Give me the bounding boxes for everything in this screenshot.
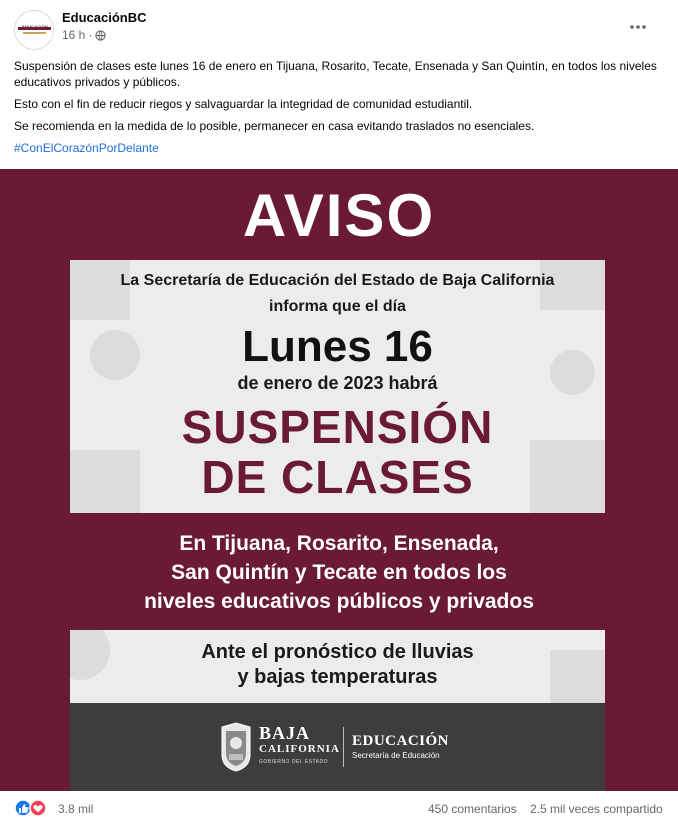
government-logo-bar [70,703,605,791]
reactions-icons[interactable] [14,799,54,817]
more-options-button[interactable] [623,12,653,42]
cities-line: niveles educativos públicos y privados [144,590,534,613]
cities-text [0,529,678,616]
post-meta [62,28,106,42]
forecast-text [70,640,605,690]
announcement-date: de enero de 2023 habrá [237,373,438,393]
state-logo-subtitle: CALIFORNIA [259,743,340,755]
cities-line: En Tijuana, Rosarito, Ensenada, [179,532,499,555]
logo-divider [343,727,344,767]
caption-paragraph: Se recomienda en la medida de lo posible, permanecer en casa evitando traslados no esenciales. [14,119,535,133]
page-avatar[interactable] [14,10,54,50]
forecast-box [70,630,605,703]
hashtag-link[interactable]: #ConElCorazónPorDelante [14,141,159,155]
poster-heading: AVISO [242,182,436,249]
cities-line: San Quintín y Tecate en todos los [171,561,507,584]
state-logo-title: BAJA [259,723,311,743]
post-caption [14,58,664,162]
announcement-line: La Secretaría de Educación del Estado de Baja California [120,272,555,289]
caption-paragraph: Suspensión de clases este lunes 16 de enero en Tijuana, Rosarito, Tecate, Ensenada y San Quintín, en todos los niveles educativos privados y públicos. [14,59,657,89]
avatar-accent [23,32,46,34]
post-footer [0,795,678,818]
post-time[interactable]: 16 h [62,28,86,42]
education-logo-subtitle: Secretaría de Educación [352,751,440,760]
education-logo-title: EDUCACIÓN [352,733,450,749]
page-name-link[interactable]: EducaciónBC [62,10,147,25]
forecast-line: y bajas temperaturas [237,666,438,688]
announcement-box [70,260,605,513]
more-dots-icon [630,25,646,29]
state-seal-icon [219,721,253,773]
meta-separator: · [88,28,93,42]
state-logo-small: GOBIERNO DEL ESTADO [259,759,328,765]
suspension-title: SUSPENSIÓN [181,401,494,453]
forecast-line: Ante el pronóstico de lluvias [201,641,474,663]
announcement-day: Lunes 16 [242,322,433,371]
post-header [0,0,678,56]
globe-icon [95,30,106,41]
post-image[interactable] [0,169,678,791]
suspension-title: DE CLASES [201,451,474,503]
shares-count[interactable]: 2.5 mil veces compartido [530,802,663,816]
avatar-logo-text: EDUCACIÓN [22,24,49,29]
reactions-count[interactable]: 3.8 mil [58,802,94,816]
comments-count[interactable]: 450 comentarios [428,802,517,816]
caption-paragraph: Esto con el fin de reducir riegos y salvaguardar la integridad de comunidad estudiantil. [14,97,473,111]
announcement-line: informa que el día [269,298,406,315]
